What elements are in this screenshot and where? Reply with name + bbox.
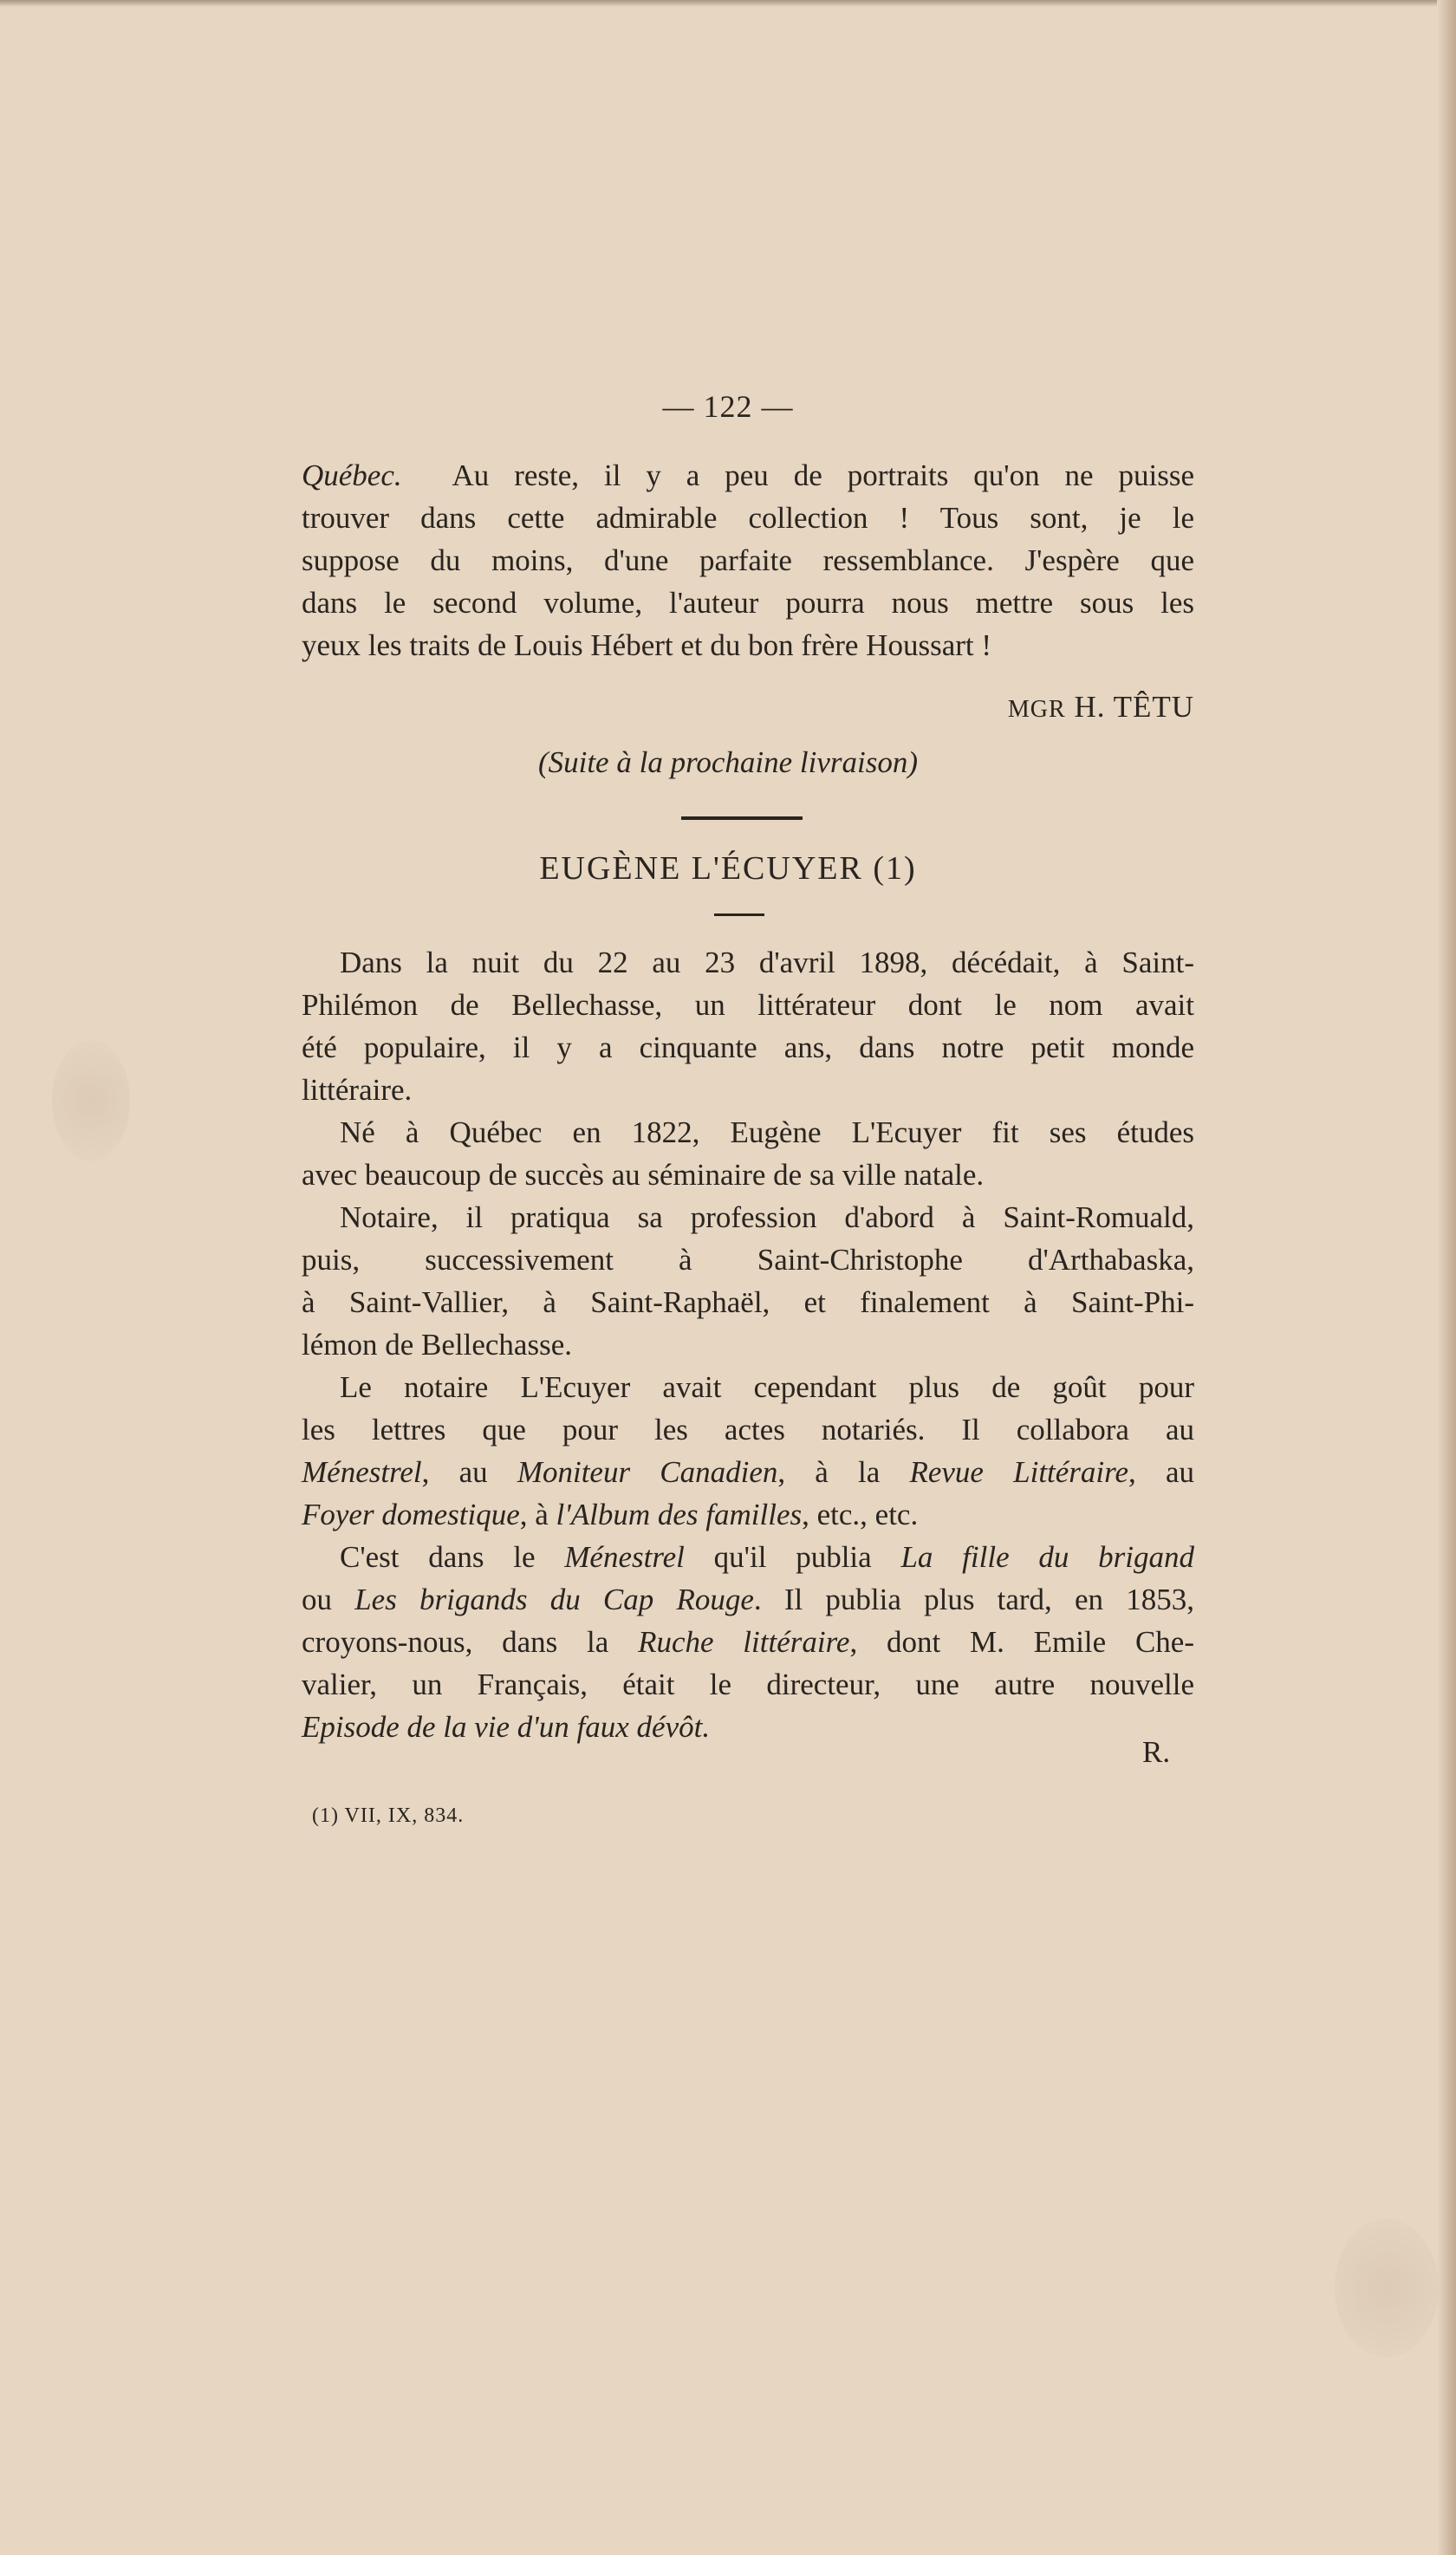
text-fragment: , au bbox=[421, 1455, 517, 1489]
text-fragment: Au reste, il y a peu de portraits qu'on ne puisse bbox=[452, 458, 1194, 492]
footnote: (1) VII, IX, 834. bbox=[312, 1804, 465, 1827]
continued-notice: (Suite à la prochaine livraison) bbox=[537, 745, 919, 779]
author-initial: R. bbox=[1142, 1735, 1171, 1769]
text-fragment: qu'il publia bbox=[684, 1540, 901, 1574]
article-body bbox=[302, 941, 1194, 1748]
italic-title: Episode de la vie d'un faux dévôt. bbox=[302, 1710, 711, 1744]
text-line: Le notaire L'Ecuyer avait cependant plus de goût pour bbox=[340, 1370, 1194, 1404]
text-line: Dans la nuit du 22 au 23 d'avril 1898, décédait, à Saint- bbox=[340, 946, 1194, 979]
text-line: à Saint-Vallier, à Saint-Raphaël, et finalement à Saint-Phi- bbox=[302, 1285, 1194, 1319]
text-line: trouver dans cette admirable collection ! Tous sont, je le bbox=[302, 501, 1194, 535]
text-line: lémon de Bellechasse. bbox=[302, 1328, 572, 1362]
text-line: valier, un Français, était le directeur, une autre nouvelle bbox=[302, 1668, 1194, 1701]
text-fragment: croyons-nous, dans la bbox=[302, 1625, 639, 1659]
italic-title: Moniteur Canadien bbox=[517, 1455, 778, 1489]
signature-prefix: MGR bbox=[1007, 696, 1066, 723]
page-number: — 122 — bbox=[662, 389, 794, 424]
text-fragment: , à la bbox=[777, 1455, 910, 1489]
text-fragment: . Il publia plus tard, en 1853, bbox=[753, 1583, 1194, 1616]
text-fragment: ou bbox=[302, 1583, 355, 1616]
paper-stain bbox=[1335, 2219, 1439, 2357]
title-underline bbox=[714, 913, 764, 916]
text-line bbox=[302, 1493, 1194, 1536]
text-line bbox=[302, 1451, 1194, 1493]
italic-title: Ménestrel bbox=[302, 1455, 422, 1489]
text-line: les lettres que pour les actes notariés. Il collabora au bbox=[302, 1413, 1194, 1447]
italic-title: Ruche littéraire bbox=[638, 1625, 850, 1659]
separator-rule bbox=[681, 816, 803, 820]
text-line: Né à Québec en 1822, Eugène L'Ecuyer fit ses études bbox=[340, 1115, 1194, 1149]
italic-word: Québec. bbox=[302, 458, 402, 492]
text-line bbox=[302, 1536, 1194, 1578]
italic-title: Revue Littéraire bbox=[909, 1455, 1129, 1489]
text-line: puis, successivement à Saint-Christophe d'Arthabaska, bbox=[302, 1243, 1194, 1277]
text-fragment: , à bbox=[519, 1498, 556, 1531]
text-line bbox=[302, 1621, 1194, 1663]
text-line: Philémon de Bellechasse, un littérateur dont le nom avait bbox=[302, 988, 1194, 1022]
paper-stain bbox=[52, 1040, 130, 1161]
italic-title: Les brigands du Cap Rouge bbox=[354, 1583, 754, 1616]
text-line bbox=[302, 1706, 1194, 1748]
text-fragment: , au bbox=[1128, 1455, 1194, 1489]
text-line: yeux les traits de Louis Hébert et du bon frère Houssart ! bbox=[302, 628, 992, 662]
text-line: suppose du moins, d'une parfaite ressemblance. J'espère que bbox=[302, 543, 1194, 577]
italic-title: Foyer domestique bbox=[302, 1498, 520, 1531]
italic-title: l'Album des familles bbox=[556, 1498, 803, 1531]
page-right-edge bbox=[1437, 0, 1456, 2555]
text-line: littéraire. bbox=[302, 1073, 413, 1107]
article-title: EUGÈNE L'ÉCUYER (1) bbox=[539, 850, 917, 887]
previous-article-text bbox=[302, 454, 1194, 666]
text-line: été populaire, il y a cinquante ans, dans notre petit monde bbox=[302, 1030, 1194, 1064]
italic-title: La fille du brigand bbox=[900, 1540, 1194, 1574]
text-line bbox=[302, 1578, 1194, 1621]
text-line: avec beaucoup de succès au séminaire de sa ville natale. bbox=[302, 1158, 985, 1192]
text-fragment: , dont M. Emile Che- bbox=[849, 1625, 1194, 1659]
text-line: Notaire, il pratiqua sa profession d'abord à Saint-Romuald, bbox=[340, 1200, 1194, 1234]
page-top-edge bbox=[0, 0, 1456, 7]
italic-title: Ménestrel bbox=[564, 1540, 685, 1574]
text-fragment: , etc., etc. bbox=[802, 1498, 919, 1531]
signature-name: H. TÊTU bbox=[1074, 690, 1194, 724]
text-line bbox=[302, 454, 1194, 497]
text-line: dans le second volume, l'auteur pourra nous mettre sous les bbox=[302, 586, 1194, 620]
text-fragment: C'est dans le bbox=[340, 1540, 565, 1574]
author-signature bbox=[1008, 690, 1194, 725]
